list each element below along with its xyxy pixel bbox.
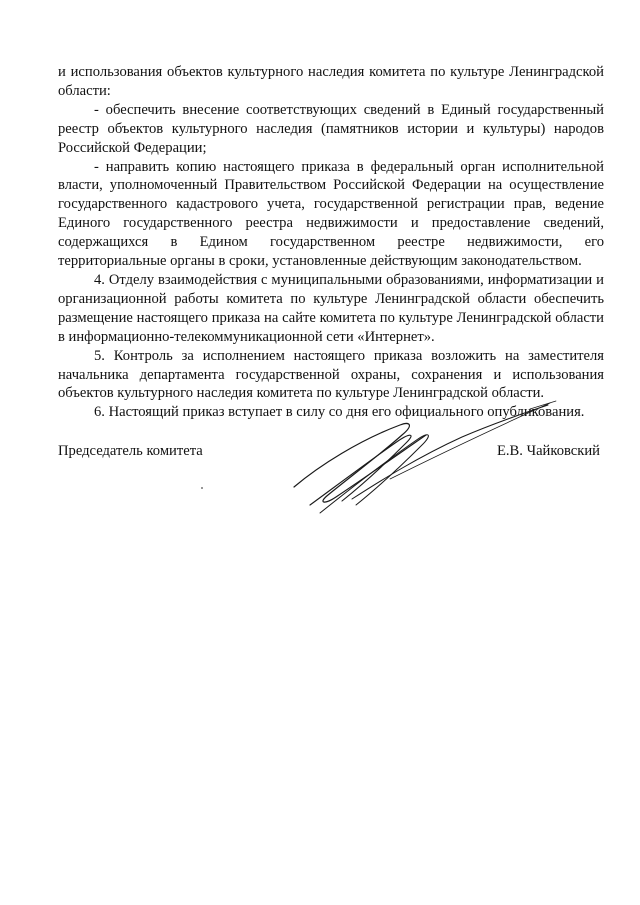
paragraph-send-copy: - направить копию настоящего приказа в федеральный орган исполнительной власти, уполномоченный Правительством Российской Федерации на осуществление государственного кадастрового учета, государственной регистрации прав, ведение Единого государственного реестра недвижимости и предоставление сведений, содержащихся в Едином государственном реестре недвижимости, его территориальные органы в сроки, установленные действующим законодательством. — [58, 158, 604, 270]
scan-speck — [201, 487, 203, 489]
paragraph-registry-entry: - обеспечить внесение соответствующих сведений в Единый государственный реестр объектов культурного наследия (памятников истории и культуры) народов Российской Федерации; — [58, 101, 604, 156]
signatory-title: Председатель комитета — [58, 443, 203, 459]
paragraph-item-4: 4. Отделу взаимодействия с муниципальными образованиями, информатизации и организационной работы комитета по культуре Ленинградской области обеспечить размещение настоящего приказа на сайте комитета по культуре Ленинградской области в информационно-телекоммуникационной сети «Интернет». — [58, 271, 604, 345]
paragraph-item-6: 6. Настоящий приказ вступает в силу со дня его официального опубликования. — [94, 404, 585, 421]
paragraph-item-5: 5. Контроль за исполнением настоящего приказа возложить на заместителя начальника департамента государственной охраны, сохранения и использования объектов культурного наследия комитета по культуре Ленинградской области. — [58, 347, 604, 402]
document-body — [58, 63, 604, 422]
paragraph-continuation: и использования объектов культурного наследия комитета по культуре Ленинградской области: — [58, 64, 604, 99]
signatory-name: Е.В. Чайковский — [496, 443, 600, 459]
